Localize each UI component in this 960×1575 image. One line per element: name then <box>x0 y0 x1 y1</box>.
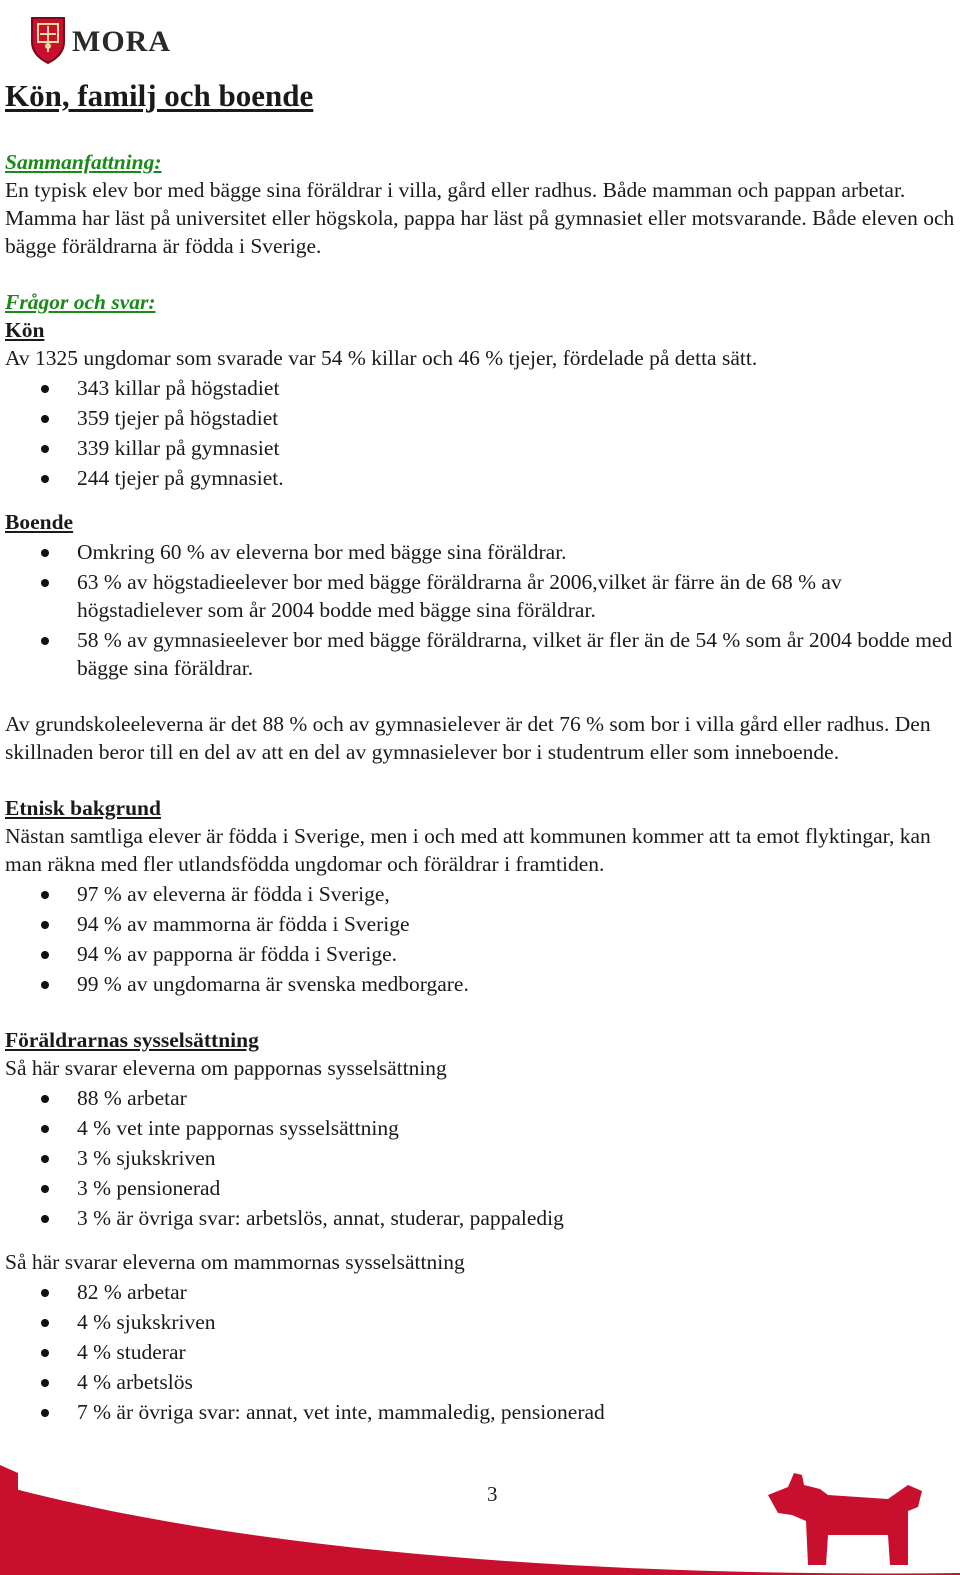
employment-heading: Föräldrarnas sysselsättning <box>5 1028 259 1052</box>
logo-text: MORA <box>72 25 171 58</box>
list-item: 3 % pensionerad <box>5 1174 955 1202</box>
list-item: 63 % av högstadieelever bor med bägge föräldrarna år 2006,vilket är färre än de 68 % av högstadielever som år 2004 bodde med bägge sina föräldrar. <box>5 568 955 624</box>
bullet-icon <box>41 981 49 989</box>
bullet-icon <box>41 549 49 557</box>
list-item: 4 % studerar <box>5 1338 955 1366</box>
bullet-icon <box>41 1409 49 1417</box>
bullet-icon <box>41 385 49 393</box>
bullet-icon <box>41 415 49 423</box>
bullet-icon <box>41 1379 49 1387</box>
list-item: 3 % är övriga svar: arbetslös, annat, studerar, pappaledig <box>5 1204 955 1232</box>
footer-decoration <box>0 1465 960 1575</box>
list-item: 7 % är övriga svar: annat, vet inte, mammaledig, pensionerad <box>5 1398 955 1426</box>
bullet-icon <box>41 1319 49 1327</box>
list-item: 82 % arbetar <box>5 1278 955 1306</box>
summary-heading: Sammanfattning: <box>5 150 162 174</box>
ethnic-heading: Etnisk bakgrund <box>5 796 161 820</box>
bullet-icon <box>41 1155 49 1163</box>
bullet-icon <box>41 891 49 899</box>
list-item: 58 % av gymnasieelever bor med bägge föräldrarna, vilket är fler än de 54 % som år 2004 bodde med bägge sina föräldrar. <box>5 626 955 682</box>
list-item: 94 % av mammorna är födda i Sverige <box>5 910 955 938</box>
bullet-icon <box>41 1095 49 1103</box>
fathers-intro: Så här svarar eleverna om pappornas sysselsättning <box>5 1056 447 1080</box>
list-item: Omkring 60 % av eleverna bor med bägge sina föräldrar. <box>5 538 955 566</box>
gender-heading: Kön <box>5 318 45 342</box>
list-item: 339 killar på gymnasiet <box>5 434 955 462</box>
housing-list <box>5 538 955 682</box>
mora-coat-of-arms-icon <box>30 16 66 64</box>
qa-heading: Frågor och svar: <box>5 290 156 314</box>
list-item: 97 % av eleverna är födda i Sverige, <box>5 880 955 908</box>
document-body <box>5 74 955 1426</box>
bullet-icon <box>41 1289 49 1297</box>
list-item: 359 tjejer på högstadiet <box>5 404 955 432</box>
mothers-intro: Så här svarar eleverna om mammornas sysselsättning <box>5 1250 465 1274</box>
summary-text: En typisk elev bor med bägge sina föräldrar i villa, gård eller radhus. Både mamman och pappan arbetar. Mamma har läst på universitet eller högskola, pappa har läst på gymnasiet eller motsvarande. Både eleven och bägge föräldrarna är födda i Sverige. <box>5 178 955 258</box>
bullet-icon <box>41 475 49 483</box>
housing-heading: Boende <box>5 510 74 534</box>
bullet-icon <box>41 579 49 587</box>
list-item: 4 % vet inte pappornas sysselsättning <box>5 1114 955 1142</box>
list-item: 3 % sjukskriven <box>5 1144 955 1172</box>
page-number: 3 <box>487 1482 498 1506</box>
list-item: 94 % av papporna är födda i Sverige. <box>5 940 955 968</box>
list-item: 99 % av ungdomarna är svenska medborgare. <box>5 970 955 998</box>
bullet-icon <box>41 1349 49 1357</box>
housing-paragraph: Av grundskoleeleverna är det 88 % och av gymnasielever är det 76 % som bor i villa gård eller radhus. Den skillnaden beror till en del av att en del av gymnasielever bor i studentrum eller som inneboende. <box>5 712 931 764</box>
dala-horse-icon <box>768 1473 922 1565</box>
page-title: Kön, familj och boende <box>5 78 314 113</box>
list-item: 343 killar på högstadiet <box>5 374 955 402</box>
bullet-icon <box>41 1185 49 1193</box>
mora-logo <box>30 14 171 66</box>
fathers-list <box>5 1084 955 1232</box>
list-item: 4 % sjukskriven <box>5 1308 955 1336</box>
ethnic-list <box>5 880 955 998</box>
bullet-icon <box>41 921 49 929</box>
gender-list <box>5 374 955 492</box>
gender-text: Av 1325 ungdomar som svarade var 54 % killar och 46 % tjejer, fördelade på detta sätt. <box>5 346 758 370</box>
list-item: 244 tjejer på gymnasiet. <box>5 464 955 492</box>
bullet-icon <box>41 1125 49 1133</box>
list-item: 4 % arbetslös <box>5 1368 955 1396</box>
list-item: 88 % arbetar <box>5 1084 955 1112</box>
bullet-icon <box>41 445 49 453</box>
bullet-icon <box>41 637 49 645</box>
ethnic-text: Nästan samtliga elever är födda i Sverige, men i och med att kommunen kommer att ta emot flyktingar, kan man räkna med fler utlandsfödda ungdomar och föräldrar i framtiden. <box>5 824 931 876</box>
bullet-icon <box>41 951 49 959</box>
bullet-icon <box>41 1215 49 1223</box>
mothers-list <box>5 1278 955 1426</box>
